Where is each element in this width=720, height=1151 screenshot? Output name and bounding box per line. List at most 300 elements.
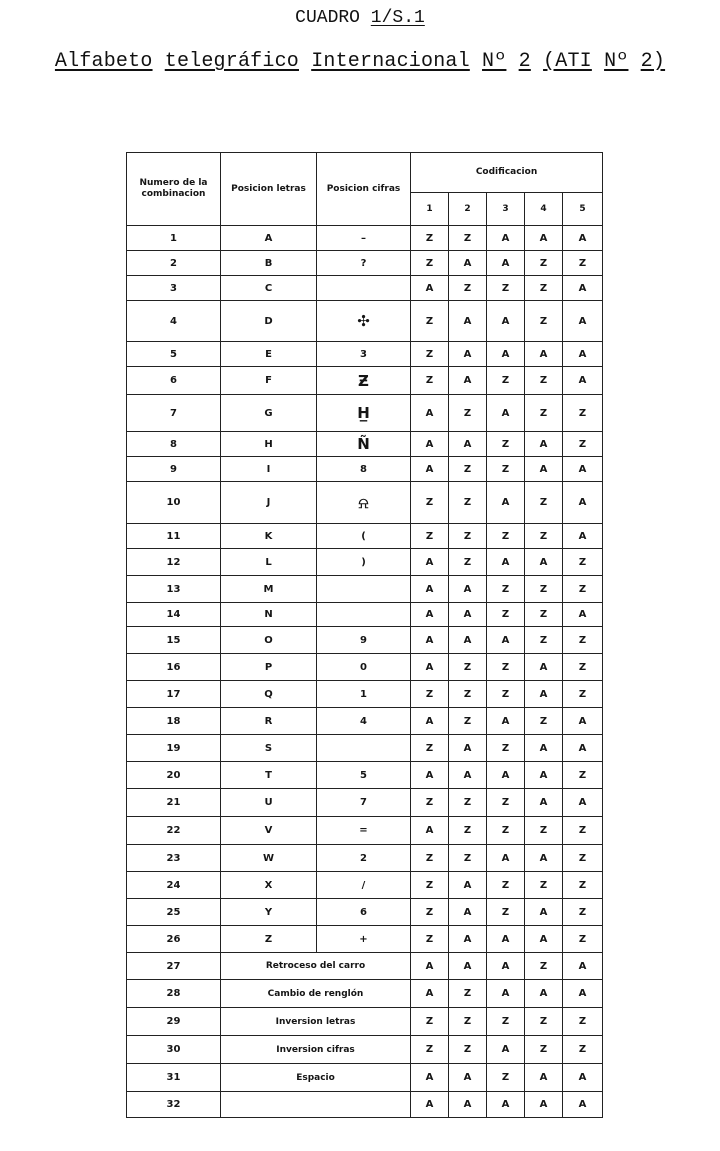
- code-cell: Z: [563, 251, 603, 276]
- letter-position: U: [221, 789, 317, 817]
- code-cell: Z: [449, 980, 487, 1008]
- code-cell: Z: [525, 872, 563, 899]
- code-cell: A: [487, 708, 525, 735]
- code-cell: A: [411, 708, 449, 735]
- code-cell: A: [411, 576, 449, 603]
- code-cell: Z: [487, 817, 525, 845]
- code-cell: Z: [411, 735, 449, 762]
- code-cell: Z: [449, 845, 487, 872]
- code-cell: Z: [563, 549, 603, 576]
- table-row: [127, 789, 603, 817]
- letter-position: W: [221, 845, 317, 872]
- combination-number: 13: [127, 576, 221, 603]
- code-cell: A: [449, 872, 487, 899]
- code-cell: Z: [487, 576, 525, 603]
- title-word: 2: [518, 50, 531, 73]
- control-function-label: Retroceso del carro: [221, 953, 411, 980]
- code-cell: A: [525, 457, 563, 482]
- code-cell: A: [449, 301, 487, 342]
- code-cell: Z: [411, 681, 449, 708]
- code-cell: Z: [449, 395, 487, 432]
- code-cell: Z: [487, 524, 525, 549]
- code-cell: A: [525, 735, 563, 762]
- letter-position: Q: [221, 681, 317, 708]
- figure-position: =: [317, 817, 411, 845]
- code-cell: A: [563, 1064, 603, 1092]
- code-cell: Z: [487, 681, 525, 708]
- code-cell: Z: [525, 1008, 563, 1036]
- code-cell: A: [563, 1092, 603, 1118]
- code-cell: Z: [449, 226, 487, 251]
- code-cell: A: [449, 762, 487, 789]
- code-cell: Z: [487, 789, 525, 817]
- code-cell: A: [525, 1092, 563, 1118]
- letter-position: X: [221, 872, 317, 899]
- code-cell: Z: [411, 872, 449, 899]
- code-cell: A: [449, 899, 487, 926]
- figure-position: Ñ: [317, 432, 411, 457]
- code-cell: Z: [487, 603, 525, 627]
- code-cell: Z: [525, 1036, 563, 1064]
- table-row: [127, 953, 603, 980]
- letter-position: O: [221, 627, 317, 654]
- code-cell: Z: [411, 926, 449, 953]
- code-cell: A: [563, 524, 603, 549]
- letter-position: G: [221, 395, 317, 432]
- code-cell: Z: [563, 872, 603, 899]
- code-cell: A: [525, 762, 563, 789]
- code-cell: Z: [525, 576, 563, 603]
- code-cell: A: [411, 953, 449, 980]
- figure-position: ⍾: [317, 482, 411, 524]
- code-cell: A: [487, 1092, 525, 1118]
- combination-number: 25: [127, 899, 221, 926]
- combination-number: 10: [127, 482, 221, 524]
- code-cell: A: [487, 980, 525, 1008]
- figure-position: ): [317, 549, 411, 576]
- code-cell: A: [449, 342, 487, 367]
- letter-position: P: [221, 654, 317, 681]
- title-word: (ATI: [543, 50, 592, 73]
- table-row: [127, 627, 603, 654]
- code-cell: Z: [525, 524, 563, 549]
- code-cell: Z: [525, 395, 563, 432]
- combination-number: 28: [127, 980, 221, 1008]
- coding-position: 1: [411, 193, 449, 226]
- code-cell: Z: [563, 817, 603, 845]
- code-cell: A: [525, 845, 563, 872]
- code-cell: A: [487, 549, 525, 576]
- table-number-prefix: CUADRO: [295, 8, 371, 28]
- code-cell: A: [449, 1092, 487, 1118]
- table-row: [127, 1092, 603, 1118]
- code-cell: A: [525, 1064, 563, 1092]
- figure-position: [317, 603, 411, 627]
- code-cell: A: [449, 1064, 487, 1092]
- code-cell: A: [411, 432, 449, 457]
- letter-position: L: [221, 549, 317, 576]
- code-cell: Z: [525, 708, 563, 735]
- combination-number: 2: [127, 251, 221, 276]
- header-row: [127, 153, 603, 193]
- code-cell: A: [563, 226, 603, 251]
- code-cell: Z: [449, 549, 487, 576]
- coding-position: 2: [449, 193, 487, 226]
- code-cell: A: [563, 789, 603, 817]
- coding-position: 3: [487, 193, 525, 226]
- code-cell: Z: [411, 845, 449, 872]
- table-row: [127, 576, 603, 603]
- code-cell: Z: [525, 276, 563, 301]
- table-row: [127, 603, 603, 627]
- letter-position: E: [221, 342, 317, 367]
- figure-position: 9: [317, 627, 411, 654]
- combination-number: 6: [127, 367, 221, 395]
- code-cell: A: [449, 926, 487, 953]
- code-cell: Z: [563, 395, 603, 432]
- code-cell: A: [525, 926, 563, 953]
- figure-position: +: [317, 926, 411, 953]
- figure-position: [317, 276, 411, 301]
- code-cell: A: [449, 367, 487, 395]
- title-word: Nº: [482, 50, 507, 73]
- code-cell: Z: [525, 603, 563, 627]
- code-cell: Z: [411, 1036, 449, 1064]
- code-cell: A: [525, 681, 563, 708]
- combination-number: 32: [127, 1092, 221, 1118]
- table-row: [127, 926, 603, 953]
- figure-position: ✣: [317, 301, 411, 342]
- figure-position: 1: [317, 681, 411, 708]
- letter-position: R: [221, 708, 317, 735]
- table-number-value: 1/S.1: [370, 8, 425, 28]
- code-cell: A: [525, 789, 563, 817]
- letter-position: Z: [221, 926, 317, 953]
- code-cell: Z: [525, 817, 563, 845]
- code-cell: Z: [449, 276, 487, 301]
- code-cell: Z: [487, 276, 525, 301]
- code-cell: Z: [487, 899, 525, 926]
- code-cell: A: [525, 654, 563, 681]
- col-header-number: Numero de la combinacion: [127, 153, 221, 226]
- table-row: [127, 524, 603, 549]
- letter-position: M: [221, 576, 317, 603]
- figure-position: /: [317, 872, 411, 899]
- table-row: [127, 817, 603, 845]
- figure-position: 8: [317, 457, 411, 482]
- code-cell: A: [563, 603, 603, 627]
- combination-number: 7: [127, 395, 221, 432]
- code-cell: A: [525, 342, 563, 367]
- combination-number: 1: [127, 226, 221, 251]
- code-cell: A: [411, 276, 449, 301]
- code-cell: Z: [525, 301, 563, 342]
- code-cell: A: [411, 817, 449, 845]
- letter-position: S: [221, 735, 317, 762]
- title-word: 2): [640, 50, 666, 73]
- code-cell: A: [411, 1064, 449, 1092]
- code-cell: Z: [525, 251, 563, 276]
- code-cell: A: [525, 226, 563, 251]
- letter-position: V: [221, 817, 317, 845]
- table-row: [127, 845, 603, 872]
- code-cell: Z: [449, 654, 487, 681]
- figure-position: H̲: [317, 395, 411, 432]
- letter-position: A: [221, 226, 317, 251]
- letter-position: K: [221, 524, 317, 549]
- title-word: Internacional: [311, 50, 470, 73]
- combination-number: 5: [127, 342, 221, 367]
- code-cell: A: [487, 301, 525, 342]
- table-row: [127, 762, 603, 789]
- code-cell: Z: [449, 681, 487, 708]
- code-cell: A: [449, 251, 487, 276]
- code-cell: Z: [563, 899, 603, 926]
- code-cell: A: [525, 549, 563, 576]
- letter-position: Y: [221, 899, 317, 926]
- code-cell: Z: [411, 789, 449, 817]
- code-cell: A: [487, 1036, 525, 1064]
- table-row: [127, 681, 603, 708]
- code-cell: A: [449, 627, 487, 654]
- code-cell: Z: [449, 817, 487, 845]
- code-cell: A: [411, 603, 449, 627]
- table-row: [127, 301, 603, 342]
- code-cell: A: [411, 980, 449, 1008]
- code-cell: Z: [411, 226, 449, 251]
- code-cell: A: [563, 953, 603, 980]
- code-cell: Z: [487, 457, 525, 482]
- code-cell: A: [563, 735, 603, 762]
- table-row: [127, 549, 603, 576]
- telegraph-code-table: [126, 152, 603, 1118]
- col-header-coding: Codificacion: [411, 153, 603, 193]
- combination-number: 30: [127, 1036, 221, 1064]
- code-cell: Z: [487, 1008, 525, 1036]
- code-cell: A: [487, 953, 525, 980]
- table-row: [127, 342, 603, 367]
- table-row: [127, 872, 603, 899]
- code-cell: Z: [449, 482, 487, 524]
- figure-position: 5: [317, 762, 411, 789]
- code-cell: A: [487, 845, 525, 872]
- code-cell: A: [487, 627, 525, 654]
- combination-number: 19: [127, 735, 221, 762]
- letter-position: I: [221, 457, 317, 482]
- table-row: [127, 1064, 603, 1092]
- code-cell: Z: [563, 654, 603, 681]
- code-cell: Z: [449, 789, 487, 817]
- table-row: [127, 276, 603, 301]
- combination-number: 17: [127, 681, 221, 708]
- code-cell: A: [525, 899, 563, 926]
- table-row: [127, 1008, 603, 1036]
- combination-number: 29: [127, 1008, 221, 1036]
- table-row: [127, 708, 603, 735]
- code-cell: Z: [487, 1064, 525, 1092]
- code-cell: A: [449, 432, 487, 457]
- table-row: [127, 1036, 603, 1064]
- combination-number: 20: [127, 762, 221, 789]
- code-cell: Z: [449, 708, 487, 735]
- combination-number: 14: [127, 603, 221, 627]
- combination-number: 3: [127, 276, 221, 301]
- code-cell: A: [487, 482, 525, 524]
- code-cell: Z: [487, 367, 525, 395]
- combination-number: 8: [127, 432, 221, 457]
- code-cell: A: [487, 342, 525, 367]
- letter-position: C: [221, 276, 317, 301]
- figure-position: Ƶ: [317, 367, 411, 395]
- control-function-label: [221, 1092, 411, 1118]
- code-cell: A: [525, 432, 563, 457]
- letter-position: H: [221, 432, 317, 457]
- code-cell: Z: [525, 482, 563, 524]
- table-row: [127, 432, 603, 457]
- figure-position: (: [317, 524, 411, 549]
- title-word: Alfabeto: [54, 50, 153, 73]
- code-cell: A: [449, 735, 487, 762]
- control-function-label: Inversion letras: [221, 1008, 411, 1036]
- combination-number: 21: [127, 789, 221, 817]
- combination-number: 27: [127, 953, 221, 980]
- code-cell: A: [411, 457, 449, 482]
- title-word: Nº: [604, 50, 629, 73]
- combination-number: 12: [127, 549, 221, 576]
- combination-number: 23: [127, 845, 221, 872]
- combination-number: 15: [127, 627, 221, 654]
- table-row: [127, 367, 603, 395]
- combination-number: 18: [127, 708, 221, 735]
- code-cell: A: [411, 654, 449, 681]
- code-cell: A: [449, 603, 487, 627]
- combination-number: 11: [127, 524, 221, 549]
- code-cell: Z: [563, 1036, 603, 1064]
- code-cell: A: [563, 980, 603, 1008]
- code-cell: Z: [449, 1008, 487, 1036]
- code-cell: Z: [525, 367, 563, 395]
- combination-number: 16: [127, 654, 221, 681]
- letter-position: B: [221, 251, 317, 276]
- figure-position: ?: [317, 251, 411, 276]
- code-cell: Z: [411, 342, 449, 367]
- code-cell: Z: [525, 627, 563, 654]
- code-cell: A: [411, 1092, 449, 1118]
- code-cell: A: [449, 953, 487, 980]
- code-cell: Z: [449, 457, 487, 482]
- letter-position: T: [221, 762, 317, 789]
- coding-position: 4: [525, 193, 563, 226]
- code-cell: A: [563, 367, 603, 395]
- code-cell: Z: [525, 953, 563, 980]
- code-cell: Z: [487, 872, 525, 899]
- combination-number: 26: [127, 926, 221, 953]
- letter-position: F: [221, 367, 317, 395]
- figure-position: [317, 576, 411, 603]
- code-cell: A: [563, 708, 603, 735]
- code-cell: A: [525, 980, 563, 1008]
- code-cell: A: [487, 762, 525, 789]
- code-cell: Z: [411, 367, 449, 395]
- title-word: telegráfico: [164, 50, 299, 73]
- figure-position: 7: [317, 789, 411, 817]
- control-function-label: Cambio de renglón: [221, 980, 411, 1008]
- table-row: [127, 980, 603, 1008]
- figure-position: 4: [317, 708, 411, 735]
- figure-position: 0: [317, 654, 411, 681]
- figure-position: –: [317, 226, 411, 251]
- table-row: [127, 654, 603, 681]
- code-cell: Z: [563, 762, 603, 789]
- code-cell: Z: [449, 1036, 487, 1064]
- code-cell: Z: [563, 627, 603, 654]
- code-cell: Z: [449, 524, 487, 549]
- code-cell: Z: [411, 251, 449, 276]
- code-cell: Z: [563, 681, 603, 708]
- coding-position: 5: [563, 193, 603, 226]
- code-cell: A: [411, 762, 449, 789]
- code-cell: A: [563, 301, 603, 342]
- combination-number: 24: [127, 872, 221, 899]
- letter-position: D: [221, 301, 317, 342]
- combination-number: 22: [127, 817, 221, 845]
- combination-number: 31: [127, 1064, 221, 1092]
- code-cell: A: [411, 395, 449, 432]
- code-cell: A: [487, 226, 525, 251]
- figure-position: 6: [317, 899, 411, 926]
- table-row: [127, 457, 603, 482]
- table-body: [127, 226, 603, 1118]
- code-cell: A: [563, 482, 603, 524]
- table-row: [127, 395, 603, 432]
- combination-number: 9: [127, 457, 221, 482]
- code-cell: Z: [563, 576, 603, 603]
- code-cell: Z: [487, 654, 525, 681]
- figure-position: 3: [317, 342, 411, 367]
- table-number: [0, 8, 720, 28]
- code-cell: Z: [563, 845, 603, 872]
- table-row: [127, 251, 603, 276]
- code-cell: Z: [563, 926, 603, 953]
- code-cell: A: [563, 342, 603, 367]
- code-cell: A: [449, 576, 487, 603]
- code-cell: Z: [563, 432, 603, 457]
- code-cell: Z: [411, 899, 449, 926]
- code-cell: A: [411, 549, 449, 576]
- table-row: [127, 482, 603, 524]
- col-header-figures: Posicion cifras: [317, 153, 411, 226]
- letter-position: N: [221, 603, 317, 627]
- figure-position: 2: [317, 845, 411, 872]
- code-cell: Z: [411, 482, 449, 524]
- code-cell: A: [487, 395, 525, 432]
- code-cell: A: [487, 251, 525, 276]
- code-cell: Z: [487, 432, 525, 457]
- code-cell: Z: [411, 1008, 449, 1036]
- col-header-letters: Posicion letras: [221, 153, 317, 226]
- code-cell: Z: [563, 1008, 603, 1036]
- document-title: [0, 50, 720, 73]
- code-cell: A: [563, 457, 603, 482]
- table-row: [127, 899, 603, 926]
- code-cell: Z: [411, 301, 449, 342]
- letter-position: J: [221, 482, 317, 524]
- control-function-label: Inversion cifras: [221, 1036, 411, 1064]
- combination-number: 4: [127, 301, 221, 342]
- figure-position: [317, 735, 411, 762]
- code-cell: Z: [411, 524, 449, 549]
- code-cell: A: [487, 926, 525, 953]
